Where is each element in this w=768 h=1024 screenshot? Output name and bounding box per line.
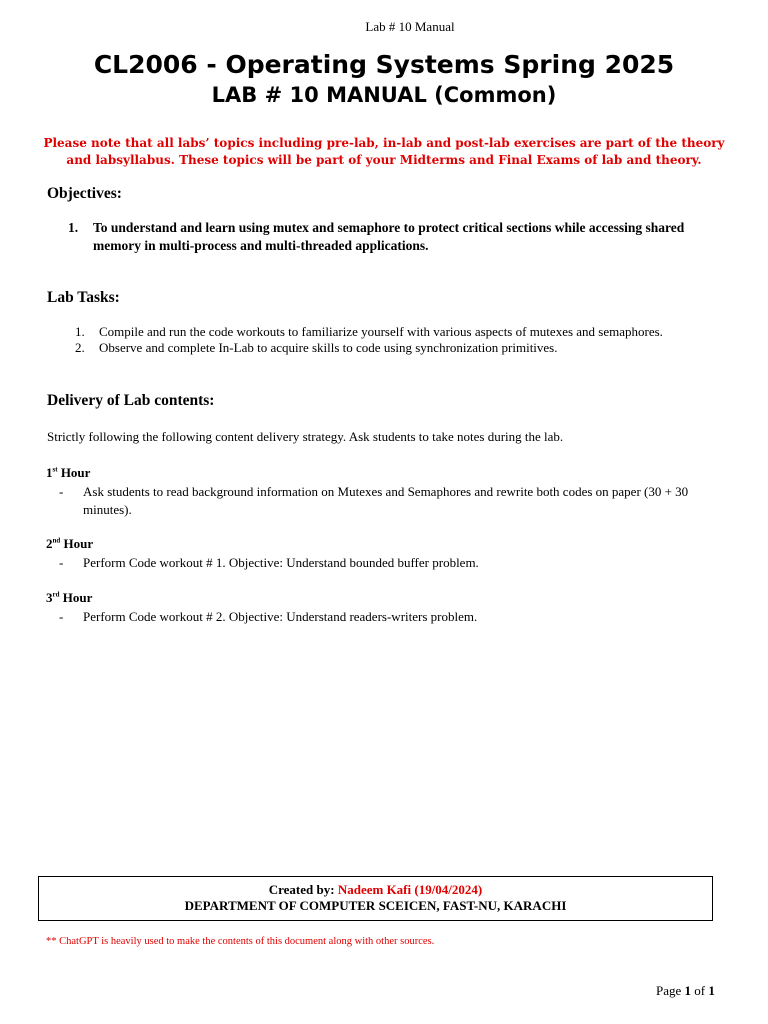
document-title: CL2006 - Operating Systems Spring 2025 bbox=[93, 50, 675, 79]
list-item bbox=[75, 340, 735, 356]
list-item bbox=[68, 219, 708, 254]
lab-tasks-list bbox=[75, 324, 735, 355]
bullet-text: Perform Code workout # 1. Objective: Understand bounded buffer problem. bbox=[83, 555, 479, 570]
list-item-text: To understand and learn using mutex and semaphore to protect critical sections while accessing shared memory in multi-process and multi-threaded applications. bbox=[93, 220, 685, 253]
bullet-dash: - bbox=[59, 555, 64, 570]
list-item-number: 1. bbox=[68, 220, 79, 235]
list-item-text: Compile and run the code workouts to familiarize yourself with various aspects of mutexes and semaphores. bbox=[99, 324, 663, 339]
hour-heading-1: 1st Hour bbox=[46, 465, 91, 480]
list-item-number: 1. bbox=[75, 324, 85, 339]
hour-3-bullet bbox=[59, 608, 729, 626]
bullet-dash: - bbox=[59, 609, 64, 624]
hour-2-bullet bbox=[59, 554, 729, 572]
list-item-text: Observe and complete In-Lab to acquire skills to code using synchronization primitives. bbox=[99, 339, 558, 355]
header-label: Lab # 10 Manual bbox=[365, 19, 455, 34]
document-subtitle: LAB # 10 MANUAL (Common) bbox=[211, 83, 557, 107]
hour-heading-2: 2nd Hour bbox=[46, 536, 94, 551]
department-name: DEPARTMENT OF COMPUTER SCEICEN, FAST-NU, KARACHI bbox=[184, 898, 567, 913]
exam-notice: Please note that all labs’ topics including pre-lab, in-lab and post-lab exercises are part of the theory and labsyllabus. These topics will be part of your Midterms and Final Exams of lab and theory. bbox=[43, 136, 725, 167]
list-item-number: 2. bbox=[75, 339, 85, 355]
page-number: Page 1 of 1 bbox=[656, 983, 715, 998]
bullet-dash: - bbox=[59, 484, 64, 499]
hour-heading-3: 3rd Hour bbox=[46, 590, 93, 605]
delivery-intro: Strictly following the following content delivery strategy. Ask students to take notes during the lab. bbox=[47, 429, 564, 444]
lab-tasks-heading: Lab Tasks: bbox=[47, 289, 120, 306]
creator-line bbox=[39, 882, 712, 898]
delivery-heading: Delivery of Lab contents: bbox=[47, 392, 215, 409]
hour-1-bullet bbox=[59, 483, 729, 519]
objectives-heading: Objectives: bbox=[47, 185, 122, 202]
footer-credit-box bbox=[38, 876, 713, 921]
objectives-list bbox=[68, 219, 708, 254]
created-by-label: Created by: bbox=[268, 882, 335, 897]
bullet-text: Perform Code workout # 2. Objective: Understand readers-writers problem. bbox=[83, 609, 478, 624]
chatgpt-note: ** ChatGPT is heavily used to make the contents of this document along with other sources. bbox=[46, 936, 435, 947]
author-name: Nadeem Kafi (19/04/2024) bbox=[337, 882, 483, 897]
bullet-text: Ask students to read background information on Mutexes and Semaphores and rewrite both codes on paper (30 + 30 minutes). bbox=[83, 484, 689, 517]
list-item bbox=[75, 324, 735, 340]
